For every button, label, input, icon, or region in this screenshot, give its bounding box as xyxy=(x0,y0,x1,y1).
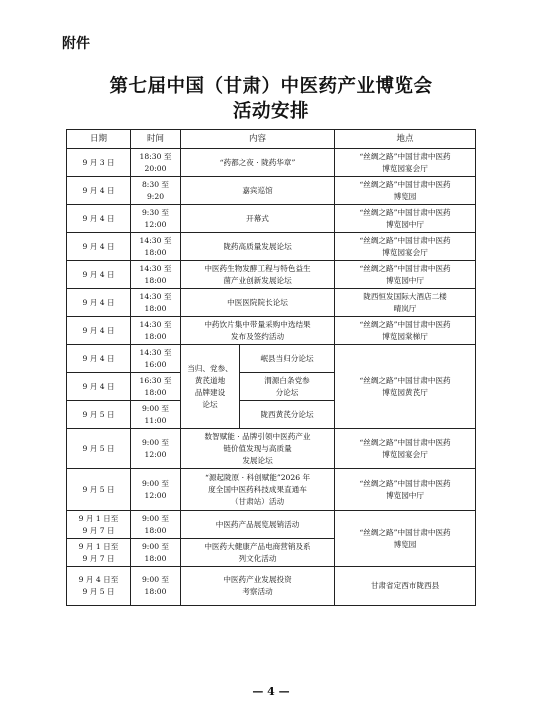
header-location: 地点 xyxy=(335,130,476,149)
date-cell: 9 月 5 日 xyxy=(67,429,131,469)
date-cell: 9 月 5 日 xyxy=(67,401,131,429)
time-cell: 14:30 至 18:00 xyxy=(131,317,181,345)
table-row xyxy=(67,177,476,205)
table-row xyxy=(67,429,476,469)
content-cell: 中药饮片集中带量采购中选结果 发布及签约活动 xyxy=(181,317,335,345)
date-cell: 9 月 4 日 xyxy=(67,345,131,373)
table-row xyxy=(67,469,476,511)
content-cell: 渭源白条党参 分论坛 xyxy=(240,373,335,401)
table-row xyxy=(67,289,476,317)
time-cell: 9:00 至 18:00 xyxy=(131,539,181,567)
date-cell: 9 月 4 日 xyxy=(67,373,131,401)
table-row xyxy=(67,233,476,261)
date-cell: 9 月 3 日 xyxy=(67,149,131,177)
time-cell: 18:30 至 20:00 xyxy=(131,149,181,177)
location-cell: “丝绸之路”中国甘肃中医药 博览园宴会厅 xyxy=(335,233,476,261)
content-cell: “药都之夜 · 陇药华章” xyxy=(181,149,335,177)
time-cell: 9:00 至 11:00 xyxy=(131,401,181,429)
table-row xyxy=(67,205,476,233)
date-cell: 9 月 1 日至 9 月 7 日 xyxy=(67,511,131,539)
time-cell: 9:00 至 18:00 xyxy=(131,567,181,606)
document-subtitle: 活动安排 xyxy=(232,101,309,122)
date-cell: 9 月 4 日 xyxy=(67,233,131,261)
table-row xyxy=(67,317,476,345)
content-cell: 岷县当归分论坛 xyxy=(240,345,335,373)
location-cell: “丝绸之路”中国甘肃中医药 博览园中厅 xyxy=(335,261,476,289)
table-row xyxy=(67,511,476,539)
location-cell: 甘肃省定西市陇西县 xyxy=(335,567,476,606)
attachment-label: 附件 xyxy=(62,36,90,52)
content-cell: “源起陇原 · 科创赋能”2026 年 度全国中医药科技成果直通车 （甘肃站）活动 xyxy=(181,469,335,511)
header-time: 时间 xyxy=(131,130,181,149)
content-cell: 开幕式 xyxy=(181,205,335,233)
content-cell: 中医药大健康产品电商营销及系 列文化活动 xyxy=(181,539,335,567)
table-row xyxy=(67,345,476,373)
content-cell: 嘉宾巡馆 xyxy=(181,177,335,205)
date-cell: 9 月 4 日至 9 月 5 日 xyxy=(67,567,131,606)
date-cell: 9 月 4 日 xyxy=(67,289,131,317)
location-cell: “丝绸之路”中国甘肃中医药 博览园棠梯厅 xyxy=(335,317,476,345)
content-cell: 数智赋能 · 品牌引领中医药产业 链价值发现与高质量 发展论坛 xyxy=(181,429,335,469)
date-cell: 9 月 4 日 xyxy=(67,205,131,233)
schedule-table xyxy=(66,129,476,606)
time-cell: 14:30 至 16:00 xyxy=(131,345,181,373)
location-cell: “丝绸之路”中国甘肃中医药 博览园宴会厅 xyxy=(335,429,476,469)
time-cell: 9:00 至 12:00 xyxy=(131,469,181,511)
date-cell: 9 月 5 日 xyxy=(67,469,131,511)
time-cell: 14:30 至 18:00 xyxy=(131,233,181,261)
time-cell: 8:30 至 9:20 xyxy=(131,177,181,205)
content-cell: 中医医院院长论坛 xyxy=(181,289,335,317)
document-title: 第七届中国（甘肃）中医药产业博览会 xyxy=(109,76,433,97)
forum-group-label: 当归、党参、 黄芪道地 品牌建设 论坛 xyxy=(181,345,240,429)
location-cell: “丝绸之路”中国甘肃中医药 博览园黄芪厅 xyxy=(335,345,476,429)
time-cell: 9:30 至 12:00 xyxy=(131,205,181,233)
time-cell: 14:30 至 18:00 xyxy=(131,289,181,317)
header-date: 日期 xyxy=(67,130,131,149)
time-cell: 14:30 至 18:00 xyxy=(131,261,181,289)
table-row xyxy=(67,149,476,177)
content-cell: 中医药产业发展投资 考察活动 xyxy=(181,567,335,606)
location-cell: “丝绸之路”中国甘肃中医药 博览园中厅 xyxy=(335,205,476,233)
location-cell: “丝绸之路”中国甘肃中医药 博览园中厅 xyxy=(335,469,476,511)
location-cell: 陇西恒发国际大酒店二楼 晴岚厅 xyxy=(335,289,476,317)
header-content: 内容 xyxy=(181,130,335,149)
date-cell: 9 月 4 日 xyxy=(67,261,131,289)
time-cell: 9:00 至 12:00 xyxy=(131,429,181,469)
time-cell: 16:30 至 18:00 xyxy=(131,373,181,401)
date-cell: 9 月 1 日至 9 月 7 日 xyxy=(67,539,131,567)
location-cell: “丝绸之路”中国甘肃中医药 博览园宴会厅 xyxy=(335,149,476,177)
table-header-row xyxy=(67,130,476,149)
time-cell: 9:00 至 18:00 xyxy=(131,511,181,539)
content-cell: 中医药生物发酵工程与特色益生 菌产业创新发展论坛 xyxy=(181,261,335,289)
content-cell: 中医药产品展览展销活动 xyxy=(181,511,335,539)
date-cell: 9 月 4 日 xyxy=(67,317,131,345)
page-number: — 4 — xyxy=(252,685,290,698)
content-cell: 陇药高质量发展论坛 xyxy=(181,233,335,261)
location-cell: “丝绸之路”中国甘肃中医药 博览园 xyxy=(335,177,476,205)
content-cell: 陇西黄芪分论坛 xyxy=(240,401,335,429)
date-cell: 9 月 4 日 xyxy=(67,177,131,205)
table-row xyxy=(67,567,476,606)
table-row xyxy=(67,261,476,289)
location-cell: “丝绸之路”中国甘肃中医药 博览园 xyxy=(335,511,476,567)
